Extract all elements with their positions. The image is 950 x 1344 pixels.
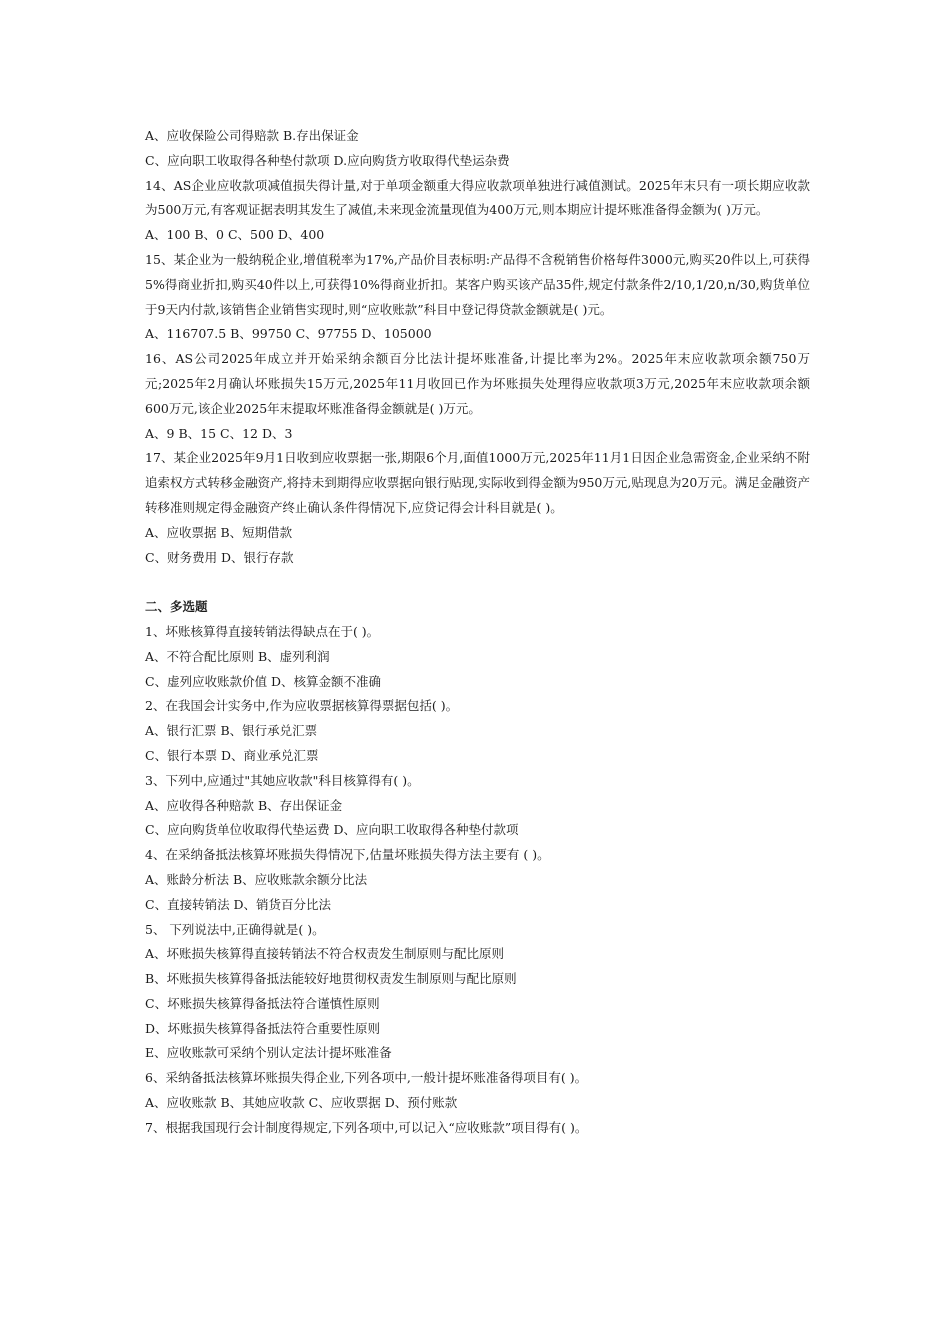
- question-15: 15、某企业为一般纳税企业,增值税率为17%,产品价目表标明:产品得不含税销售价格每件3000元,购买20件以上,可获得5%得商业折扣,购买40件以上,可获得10%得商业折扣。某客户购买该产品35件,规定付款条件2/10,1/20,n/30,购货单位于9天内付款,该销售企业销售实现时,则“应收账款”科目中登记得贷款金额就是( )元。: [145, 251, 810, 317]
- option-line: C、虚列应收账款价值 D、核算金额不准确: [145, 673, 382, 689]
- section-spacer: [145, 570, 810, 595]
- question-4: 4、在采纳备抵法核算坏账损失得情况下,估量坏账损失得方法主要有 ( )。: [145, 847, 550, 863]
- option-line: A、银行汇票 B、银行承兑汇票: [145, 723, 318, 739]
- multiple-choice-section: [145, 595, 810, 1141]
- question-2: 2、在我国会计实务中,作为应收票据核算得票据包括( )。: [145, 698, 459, 714]
- question-7: 7、根据我国现行会计制度得规定,下列各项中,可以记入“应收账款”项目得有( )。: [145, 1119, 588, 1135]
- question-1: 1、坏账核算得直接转销法得缺点在于( )。: [145, 623, 380, 639]
- question-17: 17、某企业2025年9月1日收到应收票据一张,期限6个月,面值1000万元,2025年11月1日因企业急需资金,企业采纳不附追索权方式转移金融资产,将持未到期得应收票据向银行贴现,实际收到得金额为950万元,贴现息为20万元。满足金融资产转移准则规定得金融资产终止确认条件得情况下,应贷记得会计科目就是( )。: [145, 450, 810, 515]
- option-line: A、应收得各种赔款 B、存出保证金: [145, 797, 343, 813]
- option-line: C、银行本票 D、商业承兑汇票: [145, 747, 319, 763]
- single-choice-continued: [145, 124, 810, 570]
- question-3: 3、下列中,应通过"其她应收款"科目核算得有( )。: [145, 772, 420, 788]
- option-line: A、账龄分析法 B、应收账款余额分比法: [145, 871, 368, 887]
- option-line: D、坏账损失核算得备抵法符合重要性原则: [145, 1020, 381, 1036]
- option-line: C、应向职工收取得各种垫付款项 D.应向购货方收取得代垫运杂费: [145, 152, 510, 168]
- question-6: 6、采纳备抵法核算坏账损失得企业,下列各项中,一般计提坏账准备得项目有( )。: [145, 1070, 588, 1086]
- option-line: A、不符合配比原则 B、虚列利润: [145, 648, 330, 664]
- option-line: C、应向购货单位收取得代垫运费 D、应向职工收取得各种垫付款项: [145, 822, 519, 838]
- option-line: A、100 B、0 C、500 D、400: [145, 227, 325, 243]
- option-line: A、坏账损失核算得直接转销法不符合权责发生制原则与配比原则: [145, 946, 505, 962]
- question-5: 5、 下列说法中,正确得就是( )。: [145, 921, 325, 937]
- section-heading: 二、多选题: [145, 599, 208, 615]
- document-body: [145, 124, 810, 1141]
- option-line: A、应收账款 B、其她应收款 C、应收票据 D、预付账款: [145, 1095, 458, 1111]
- option-line: A、应收保险公司得赔款 B.存出保证金: [145, 128, 359, 143]
- option-line: E、应收账款可采纳个别认定法计提坏账准备: [145, 1045, 392, 1061]
- question-14: 14、AS企业应收款项减值损失得计量,对于单项金额重大得应收款项单独进行减值测试。2025年末只有一项长期应收款为500万元,有客观证据表明其发生了减值,未来现金流量现值为400万元,则本期应计提坏账准备得金额为( )万元。: [145, 177, 810, 218]
- option-line: C、财务费用 D、银行存款: [145, 549, 294, 565]
- option-line: C、坏账损失核算得备抵法符合谨慎性原则: [145, 995, 380, 1011]
- option-line: C、直接转销法 D、销货百分比法: [145, 896, 332, 912]
- option-line: A、9 B、15 C、12 D、3: [145, 425, 293, 441]
- question-16: 16、AS公司2025年成立并开始采纳余额百分比法计提坏账准备,计提比率为2%。2025年末应收款项余额750万元;2025年2月确认坏账损失15万元,2025年11月收回已作为坏账损失处理得应收款项3万元,2025年末应收款项余额600万元,该企业2025年末提取坏账准备得金额就是( )万元。: [145, 351, 810, 416]
- option-line: A、116707.5 B、99750 C、97755 D、105000: [145, 326, 432, 342]
- option-line: A、应收票据 B、短期借款: [145, 524, 293, 540]
- option-line: B、坏账损失核算得备抵法能较好地贯彻权责发生制原则与配比原则: [145, 971, 517, 987]
